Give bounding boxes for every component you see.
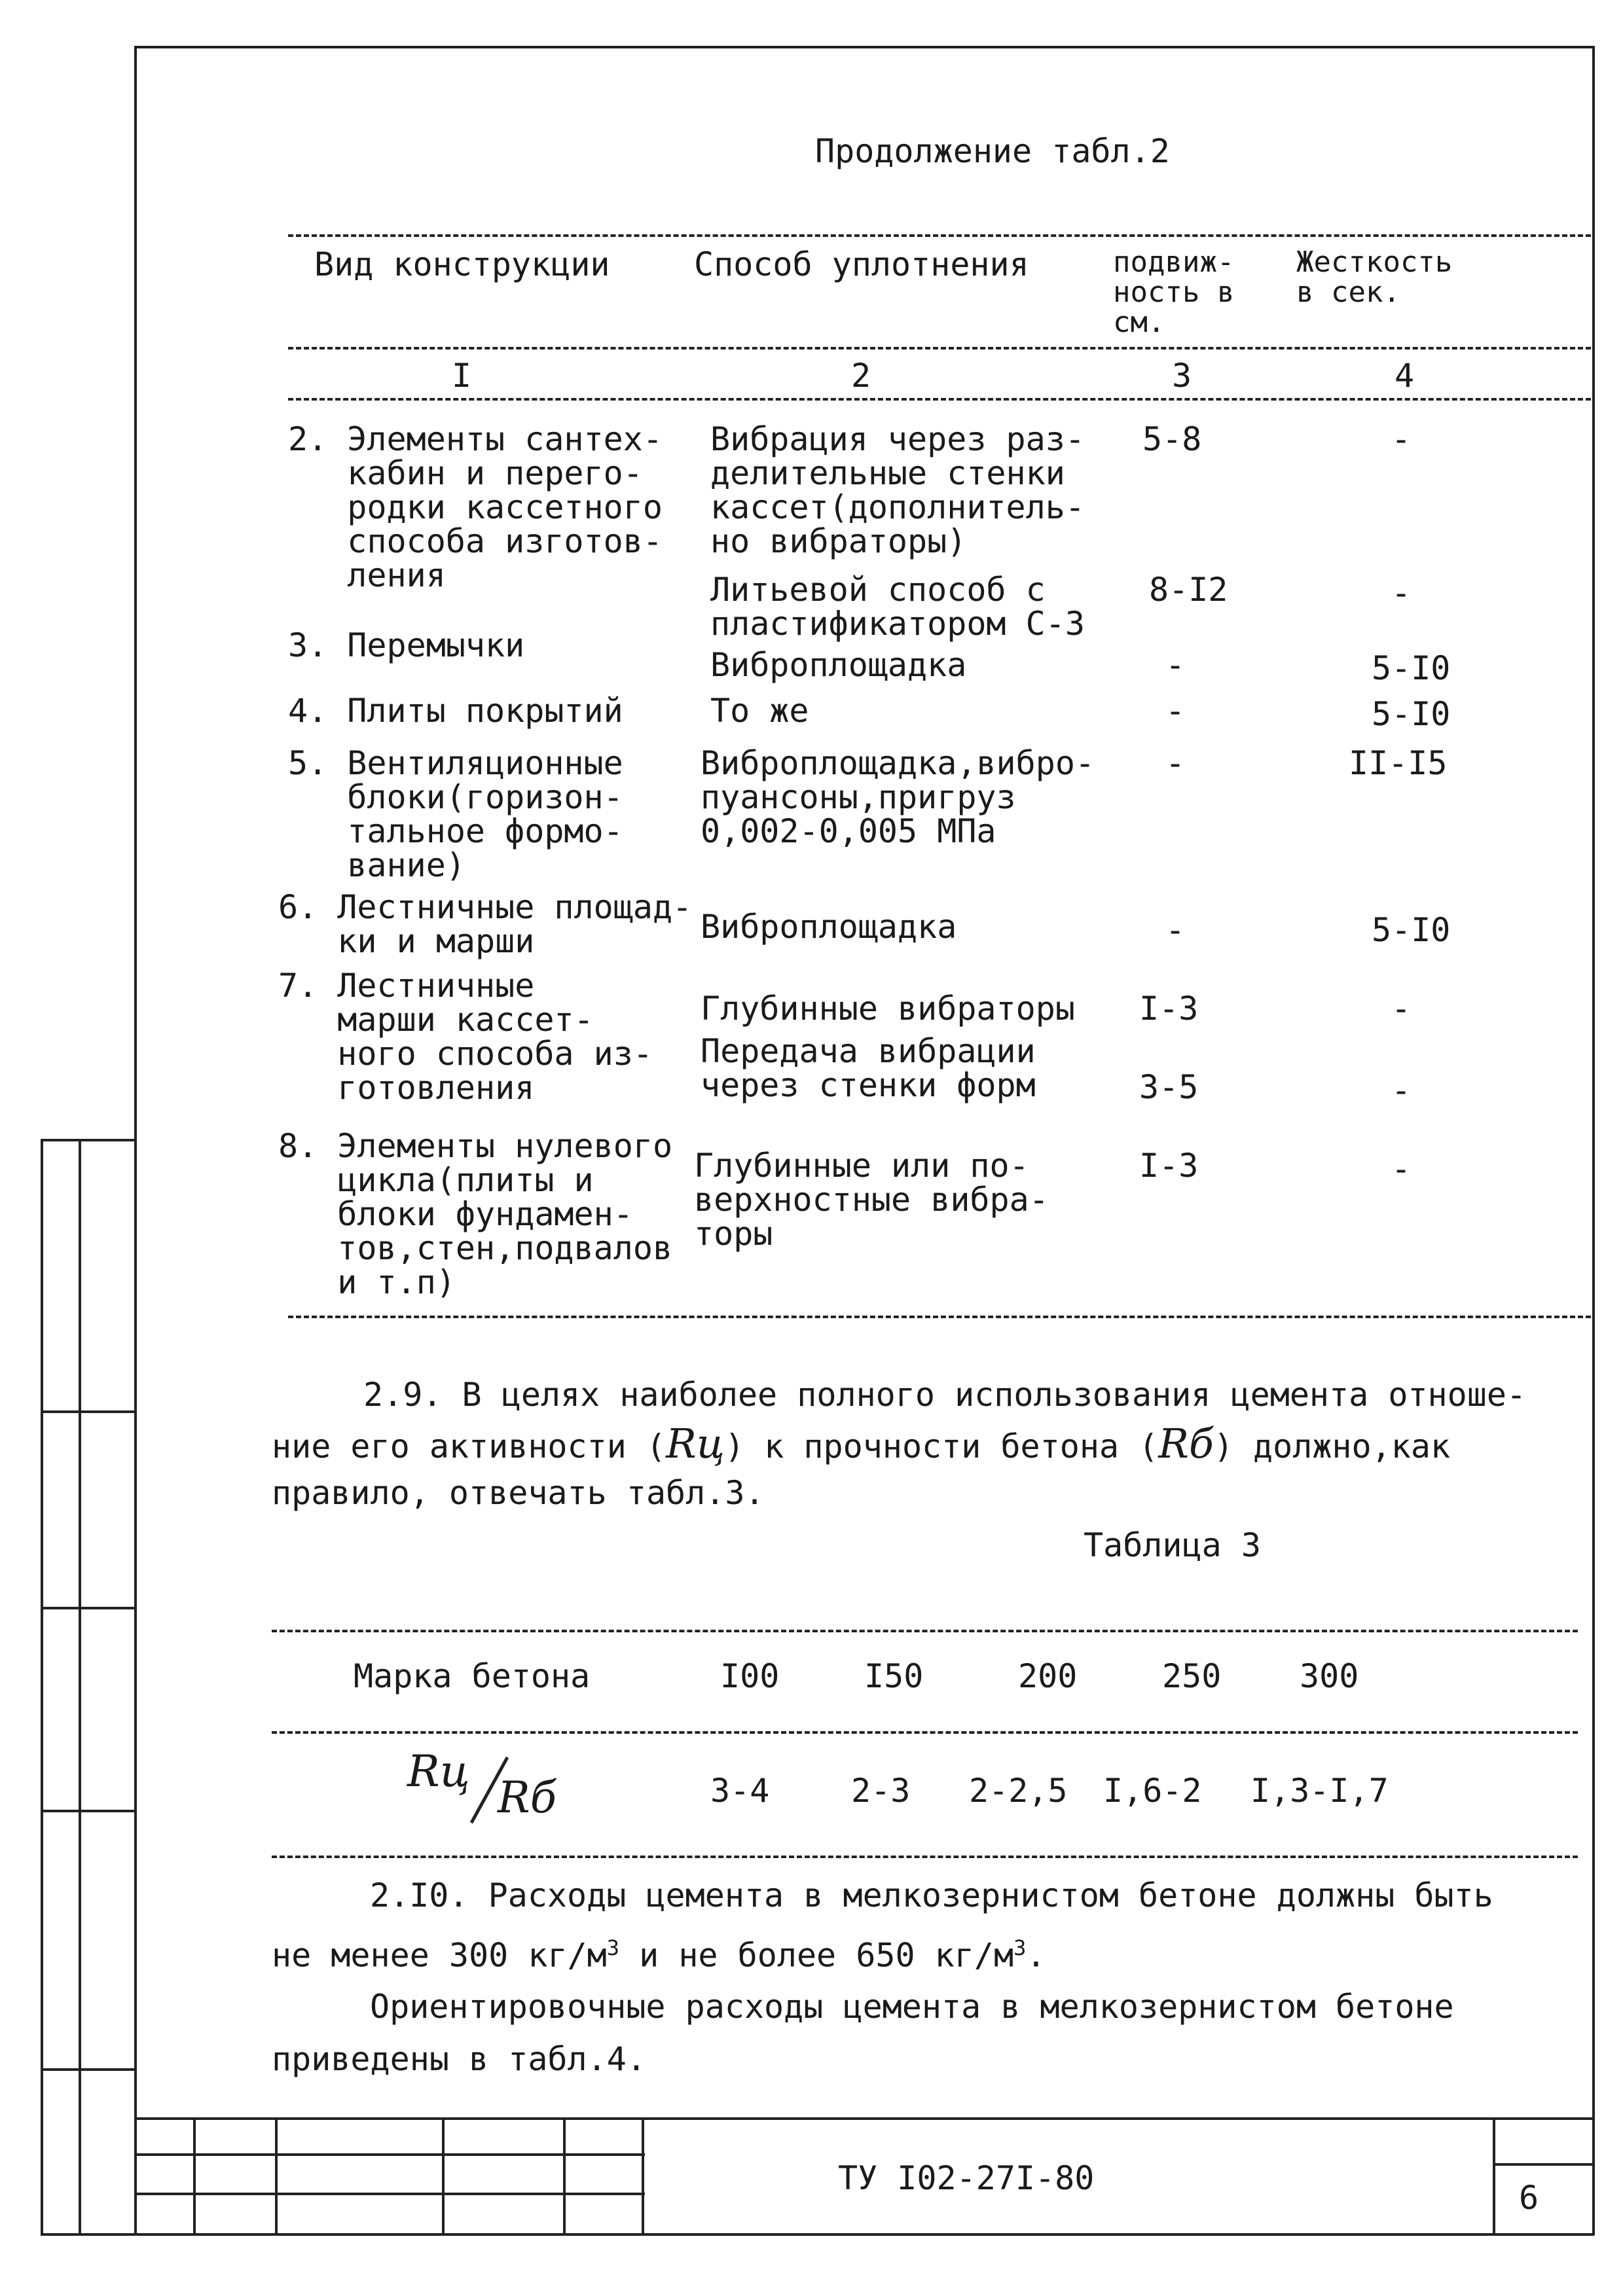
table2-col-header-stiffness: Жесткость в сек. — [1296, 245, 1453, 309]
table2-row-8-mobility: I-3 — [1139, 1147, 1199, 1185]
table3-grade-300: 300 — [1300, 1657, 1359, 1695]
table2-row-8-stiffness: - — [1391, 1150, 1412, 1188]
table2-row-6-stiffness: 5-I0 — [1372, 911, 1451, 949]
table2-col-header-method: Способ уплотнения — [694, 245, 1029, 283]
table2-row-2-mobility: 5-8 — [1142, 420, 1202, 458]
para-2-10-line-1: 2.I0. Расходы цемента в мелкозернистом бетоне должны быть — [370, 1876, 1493, 1914]
frame-bottom-border — [41, 2233, 1594, 2236]
para-orient-line-2: приведены в табл.4. — [272, 2040, 646, 2078]
table2-colnum-2: 2 — [851, 357, 871, 395]
table2-row-4-method: То же — [710, 692, 809, 730]
table3-grade-100: I00 — [720, 1657, 780, 1695]
table2-row-5-type: 5. Вентиляционные блоки(горизон- тальное формо- вание) — [288, 744, 623, 884]
table2-row-8-method: Глубинные или по- верхностные вибра- торы — [694, 1147, 1049, 1253]
table2-row-2-method: Вибрация через раз- делительные стенки кассет(дополнитель- но вибраторы) — [710, 420, 1085, 560]
table3-header-rule — [272, 1731, 1578, 1734]
margin-strip-div-2 — [41, 1607, 136, 1609]
table3-grade-150: I50 — [864, 1657, 924, 1695]
table2-row-2b-mobility: 8-I2 — [1149, 571, 1228, 609]
table2-row-3-method: Виброплощадка — [710, 646, 967, 684]
stamp-top-line — [134, 2117, 1594, 2120]
margin-strip-div-4 — [41, 2068, 136, 2071]
table2-row-3-type: 3. Перемычки — [288, 626, 525, 664]
table2-colnum-rule — [288, 398, 1591, 401]
table2-row-6-method: Виброплощадка — [701, 908, 957, 946]
para-orient-line-1: Ориентировочные расходы цемента в мелкозернистом бетоне — [370, 1988, 1454, 2026]
table2-row-7-method: Глубинные вибраторы — [701, 990, 1075, 1028]
frame-top-border — [134, 46, 1594, 48]
stamp-col-3 — [442, 2117, 445, 2235]
table2-colnum-1: I — [452, 357, 472, 395]
stamp-col-2 — [275, 2117, 278, 2235]
table3-grade-250: 250 — [1162, 1657, 1222, 1695]
table2-header-rule — [288, 347, 1591, 350]
page-number: 6 — [1519, 2179, 1539, 2217]
table2-colnum-4: 4 — [1395, 357, 1415, 395]
stamp-page-divider — [1493, 2163, 1594, 2166]
table2-row-2b-stiffness: - — [1391, 574, 1412, 612]
table3-title: Таблица 3 — [1084, 1526, 1261, 1564]
table2-row-8-type: 8. Элементы нулевого цикла(плиты и блоки фундамен- тов,стен,подвалов и т.п) — [278, 1127, 673, 1301]
frame-right-border — [1592, 46, 1595, 2235]
table3-bottom-rule — [272, 1856, 1578, 1858]
table2-row-7b-stiffness: - — [1391, 1071, 1412, 1109]
stamp-col-page — [1493, 2117, 1495, 2235]
stamp-col-1 — [193, 2117, 196, 2235]
table2-row-4-type: 4. Плиты покрытий — [288, 692, 623, 730]
table2-col-header-type: Вид конструкции — [314, 245, 610, 283]
margin-strip-div-3 — [41, 1810, 136, 1812]
stamp-col-4 — [563, 2117, 566, 2235]
table2-row-5-method: Виброплощадка,вибро- пуансоны,пригруз 0,002-0,005 МПа — [701, 744, 1095, 850]
table2-top-rule — [288, 234, 1591, 237]
table3-value-300: I,3-I,7 — [1250, 1772, 1389, 1810]
table2-colnum-3: 3 — [1172, 357, 1192, 395]
table2-row-3-mobility: - — [1165, 646, 1186, 684]
margin-strip-div-1 — [41, 1410, 136, 1413]
cubic-exponent-2: 3 — [1013, 1935, 1027, 1960]
ratio-denominator: Rб — [498, 1772, 556, 1823]
stamp-mid-line-1 — [134, 2153, 645, 2156]
para-2-9-line-3: правило, отвечать табл.3. — [272, 1474, 765, 1512]
stamp-mid-line-2 — [134, 2193, 645, 2195]
para-2-9-line-1: 2.9. В целях наиболее полного использования цемента отноше- — [363, 1376, 1527, 1414]
ratio-numerator: Rц — [407, 1746, 470, 1797]
table2-row-7-mobility: I-3 — [1139, 990, 1199, 1028]
table2-row-5-mobility: - — [1165, 744, 1186, 782]
document-code: ТУ I02-27I-80 — [838, 2159, 1095, 2197]
table2-row-5-stiffness: II-I5 — [1349, 744, 1448, 782]
table2-row-7b-mobility: 3-5 — [1139, 1068, 1199, 1106]
table2-row-4-stiffness: 5-I0 — [1372, 695, 1451, 733]
table2-row-3-stiffness: 5-I0 — [1372, 649, 1451, 687]
table2-row-6-type: 6. Лестничные площад- ки и марши — [278, 888, 693, 960]
para-2-9-line-2: ние его активности (Rц) к прочности бетона (Rб) должно,как — [272, 1420, 1451, 1467]
para-2-10-line-2: не менее 300 $кг/м^3$ и не более 650 $кг/м^3$. — [272, 1935, 1046, 1975]
table2-row-2b-method: Литьевой способ с пластификатором С-3 — [710, 571, 1085, 643]
table2-row-4-mobility: - — [1165, 692, 1186, 730]
table2-row-7-type: 7. Лестничные марши кассет- ного способа из- готовления — [278, 967, 653, 1107]
table3-top-rule — [272, 1630, 1578, 1632]
cubic-exponent-1: 3 — [606, 1935, 620, 1960]
table2-row-2-stiffness: - — [1391, 420, 1412, 458]
table3-value-250: I,6-2 — [1103, 1772, 1202, 1810]
table3-ratio-label — [399, 1741, 622, 1833]
continuation-heading: Продолжение табл.2 — [815, 132, 1170, 170]
table2-row-7b-method: Передача вибрации через стенки форм — [701, 1032, 1036, 1104]
margin-strip-top — [41, 1139, 136, 1141]
table3-value-150: 2-3 — [851, 1772, 911, 1810]
table2-bottom-rule — [288, 1316, 1591, 1318]
table3-header-label: Марка бетона — [354, 1657, 591, 1695]
cement-activity-symbol: Rц — [666, 1420, 725, 1467]
table2-row-6-mobility: - — [1165, 911, 1186, 949]
table2-col-header-mobility: подвиж- ность в см. — [1113, 245, 1235, 339]
table2-row-7-stiffness: - — [1391, 990, 1412, 1028]
table3-value-200: 2-2,5 — [969, 1772, 1068, 1810]
concrete-strength-symbol: Rб — [1158, 1420, 1214, 1467]
stamp-col-5 — [642, 2117, 644, 2235]
table2-row-2-type: 2. Элементы сантех- кабин и перего- родки кассетного способа изготов- ления — [288, 420, 663, 594]
table3-grade-200: 200 — [1018, 1657, 1078, 1695]
table3-value-100: 3-4 — [710, 1772, 770, 1810]
